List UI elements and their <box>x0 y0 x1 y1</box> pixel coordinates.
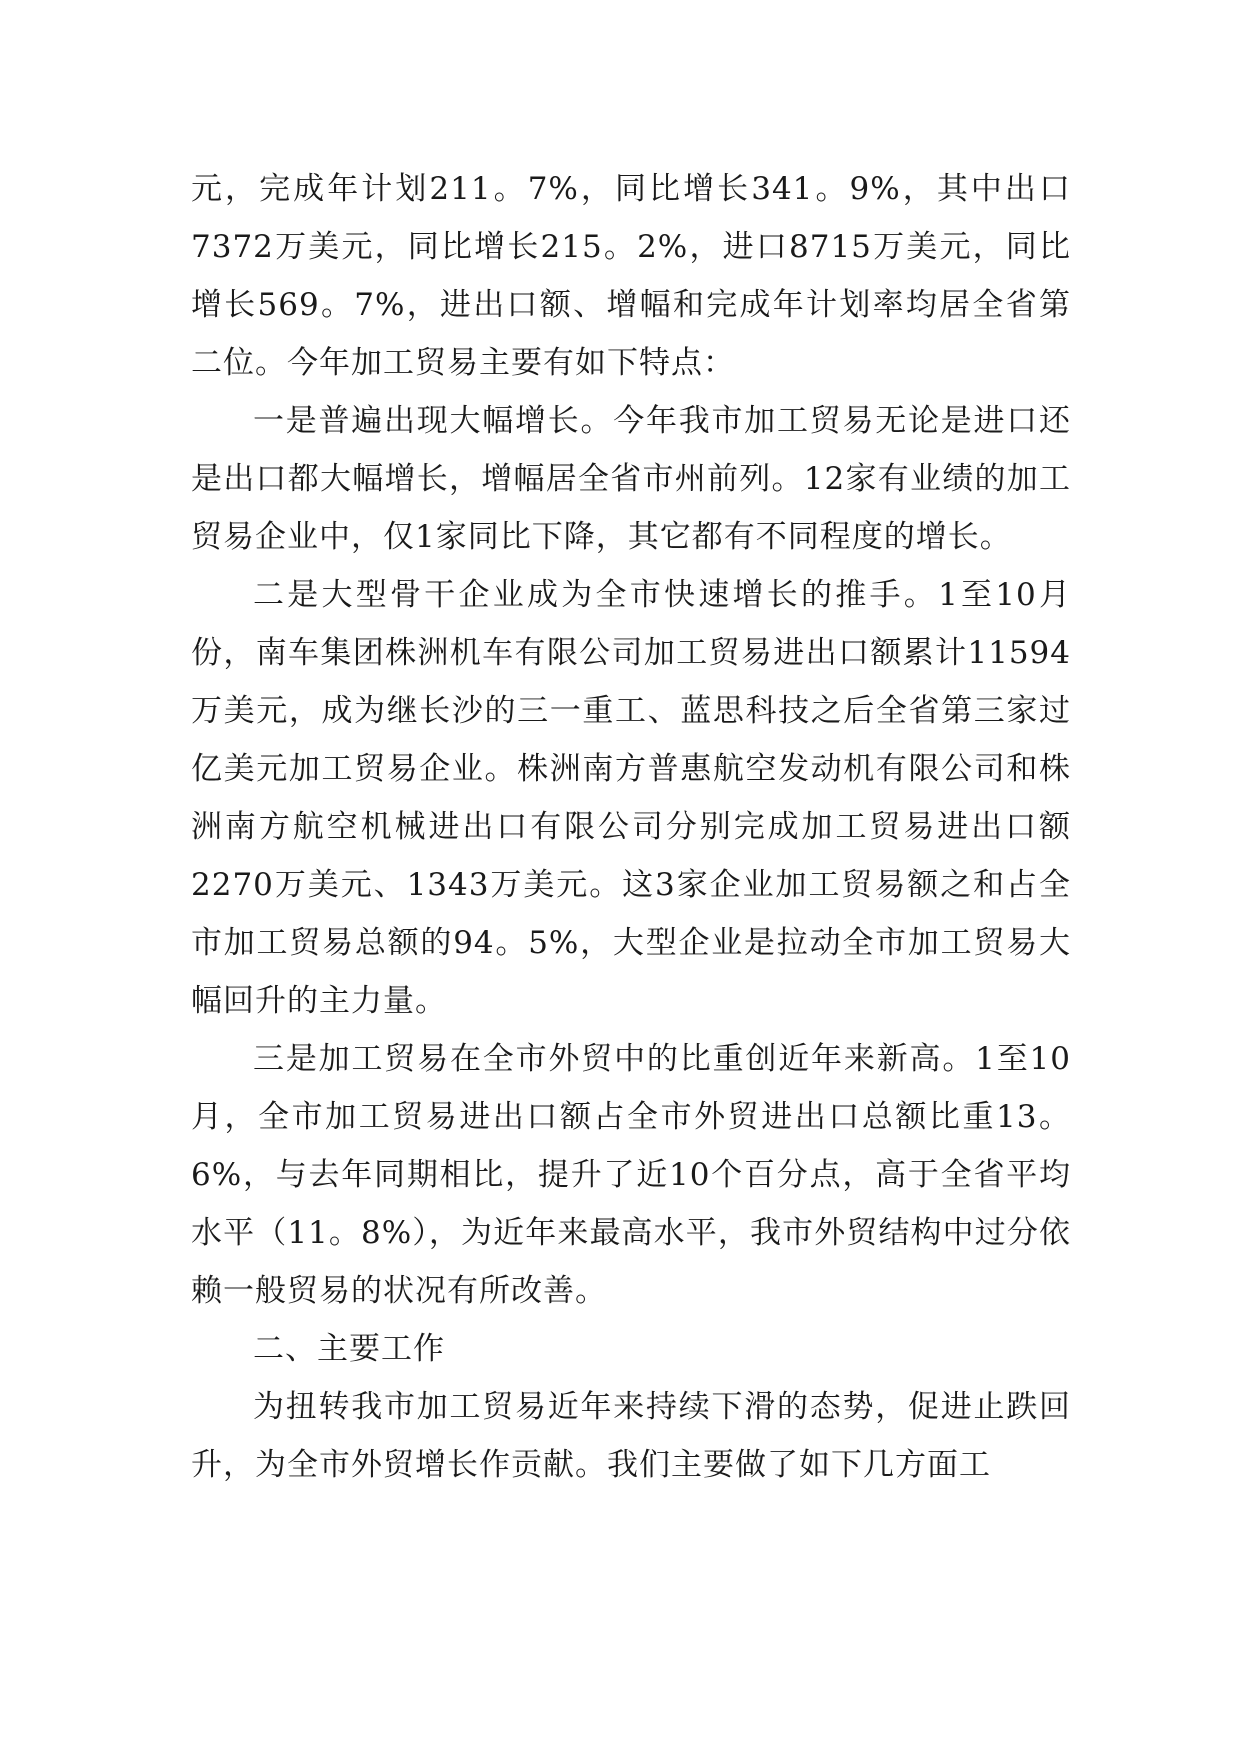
paragraph-trade-summary: 元，完成年计划211。7%，同比增长341。9%，其中出口7372万美元，同比增长215。2%，进口8715万美元，同比增长569。7%，进出口额、增幅和完成年计划率均居全省第二位。今年加工贸易主要有如下特点： <box>191 171 1071 381</box>
paragraph-point-two: 二是大型骨干企业成为全市快速增长的推手。1至10月份，南车集团株洲机车有限公司加工贸易进出口额累计11594万美元，成为继长沙的三一重工、蓝思科技之后全省第三家过亿美元加工贸易企业。株洲南方普惠航空发动机有限公司和株洲南方航空机械进出口有限公司分别完成加工贸易进出口额2270万美元、1343万美元。这3家企业加工贸易额之和占全市加工贸易总额的94。5%，大型企业是拉动全市加工贸易大幅回升的主力量。 <box>191 577 1071 1019</box>
section-heading-main-work: 二、主要工作 <box>253 1331 445 1367</box>
paragraph-main-work-intro: 为扭转我市加工贸易近年来持续下滑的态势，促进止跌回升，为全市外贸增长作贡献。我们主要做了如下几方面工 <box>191 1389 1071 1483</box>
paragraph-point-three: 三是加工贸易在全市外贸中的比重创近年来新高。1至10月，全市加工贸易进出口额占全市外贸进出口总额比重13。6%，与去年同期相比，提升了近10个百分点，高于全省平均水平（11。8%），为近年来最高水平，我市外贸结构中过分依赖一般贸易的状况有所改善。 <box>191 1041 1071 1309</box>
document-body <box>191 160 1071 1494</box>
paragraph-point-one: 一是普遍出现大幅增长。今年我市加工贸易无论是进口还是出口都大幅增长，增幅居全省市州前列。12家有业绩的加工贸易企业中，仅1家同比下降，其它都有不同程度的增长。 <box>191 403 1071 555</box>
